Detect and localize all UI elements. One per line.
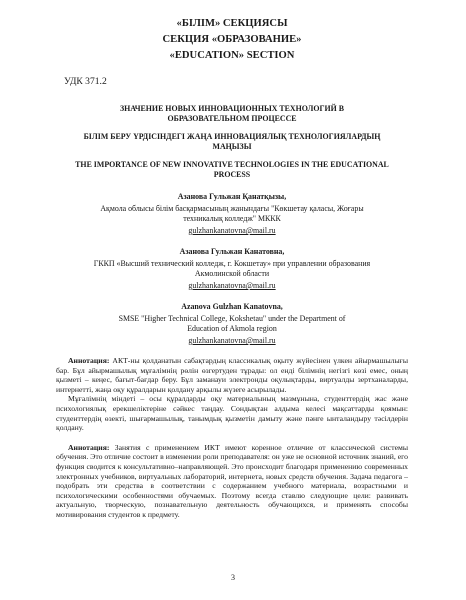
abstract-ru-text: Занятия с применением ИКТ имеют коренное отличие от классической системы обучения. Это отличие состоит в изменении роли преподавателя: он уже не основной источник знаний, его функция сводится к консультативно–направляющей. Это происходит благодаря применению современных электронных учебников, виртуальных лабораторий, интернета, новых средств обучения. Задача педагога – подобрать эти средства в соответствии с содержанием учебного материала, возрастными и психологическими особенностями обучаемых. Поэтому всегда ставлю следующие цели: развивать актуальную, творческую, познавательную деятельность обучающихся, и применять способы мотивирования студентов к предмету. — [56, 442, 409, 519]
abstract-kz-paragraph — [56, 356, 408, 394]
author-name-kz: Азанова Гульжан Қанатқызы, — [177, 192, 287, 201]
title-kz: БІЛІМ БЕРУ ҮРДІСІНДЕГІ ЖАҢА ИННОВАЦИЯЛЫҚ ТЕХНОЛОГИЯЛАРДЫҢ МАҢЫЗЫ — [83, 132, 381, 151]
authors-section — [56, 192, 408, 346]
author-block-ru — [56, 247, 408, 291]
author-email-kz[interactable]: gulzhankanatovna@mail.ru — [188, 226, 276, 235]
abstract-ru-label: Аннотация: — [68, 442, 110, 452]
author-affiliation-ru: ГККП «Высший технический колледж, г. Кокшетау» при управлении образования Акмолинской области — [93, 259, 371, 278]
abstract-kz-label: Аннотация: — [68, 356, 110, 365]
udk-code: УДК 371.2 — [64, 76, 107, 87]
page-number: 3 — [231, 573, 235, 582]
section-heading-ru: СЕКЦИЯ «ОБРАЗОВАНИЕ» — [162, 34, 302, 45]
abstract-ru-paragraph — [56, 443, 408, 520]
abstract-ru — [56, 443, 408, 520]
author-affiliation-kz: Ақмола облысы білім басқармасының жанындағы "Көкшетау қаласы, Жоғары техникалық колледж" МККК — [100, 204, 364, 223]
abstract-kz-text: АКТ-ны қолданатын сабақтардың классикалық оқыту жүйесінен үлкен айырмашылығы бар. Бұл айырмашылық мұғалімнің рөлін өзгертуден тұрады: ол енді білімнің негізгі көзі емес, оның қызметі – кеңес, бағыт-бағдар беру. Бұл заманауи электронды оқулықтарды, виртуалды зертханаларды, интернетті, жаңа оқу құралдарын қолдану арқылы жүзеге асырылады. — [56, 356, 408, 394]
abstract-kz — [56, 356, 408, 433]
author-affiliation-en: SMSE "Higher Technical College, Kokshetau" under the Department of Education of Akmola region — [118, 314, 346, 333]
author-block-kz — [56, 192, 408, 236]
author-block-en — [56, 302, 408, 346]
author-name-en: Azanova Gulzhan Kanatovna, — [181, 302, 283, 311]
section-heading-kz: «БІЛІМ» СЕКЦИЯСЫ — [176, 18, 288, 29]
section-heading-en: «EDUCATION» SECTION — [169, 50, 295, 61]
author-email-en[interactable]: gulzhankanatovna@mail.ru — [188, 336, 276, 345]
abstract-kz-paragraph-2: Мұғалімнің міндеті – осы құралдарды оқу материалының мазмұнына, студенттердің жас және психологиялық ерекшеліктеріне сәйкес таңдау. Сондықтан алдыма келесі мақсаттарды қоямын: студенттердің өзекті, шығармашылық, танымдық қызметін дамыту және пәнге ынталандыру тәсілдерін қолдану. — [56, 394, 408, 433]
title-ru: ЗНАЧЕНИЕ НОВЫХ ИННОВАЦИОННЫХ ТЕХНОЛОГИЙ В ОБРАЗОВАТЕЛЬНОМ ПРОЦЕССЕ — [119, 104, 345, 123]
author-name-ru: Азанова Гульжан Канатовна, — [179, 247, 285, 256]
author-email-ru[interactable]: gulzhankanatovna@mail.ru — [188, 281, 276, 290]
title-en: THE IMPORTANCE OF NEW INNOVATIVE TECHNOLOGIES IN THE EDUCATIONAL PROCESS — [75, 160, 389, 179]
